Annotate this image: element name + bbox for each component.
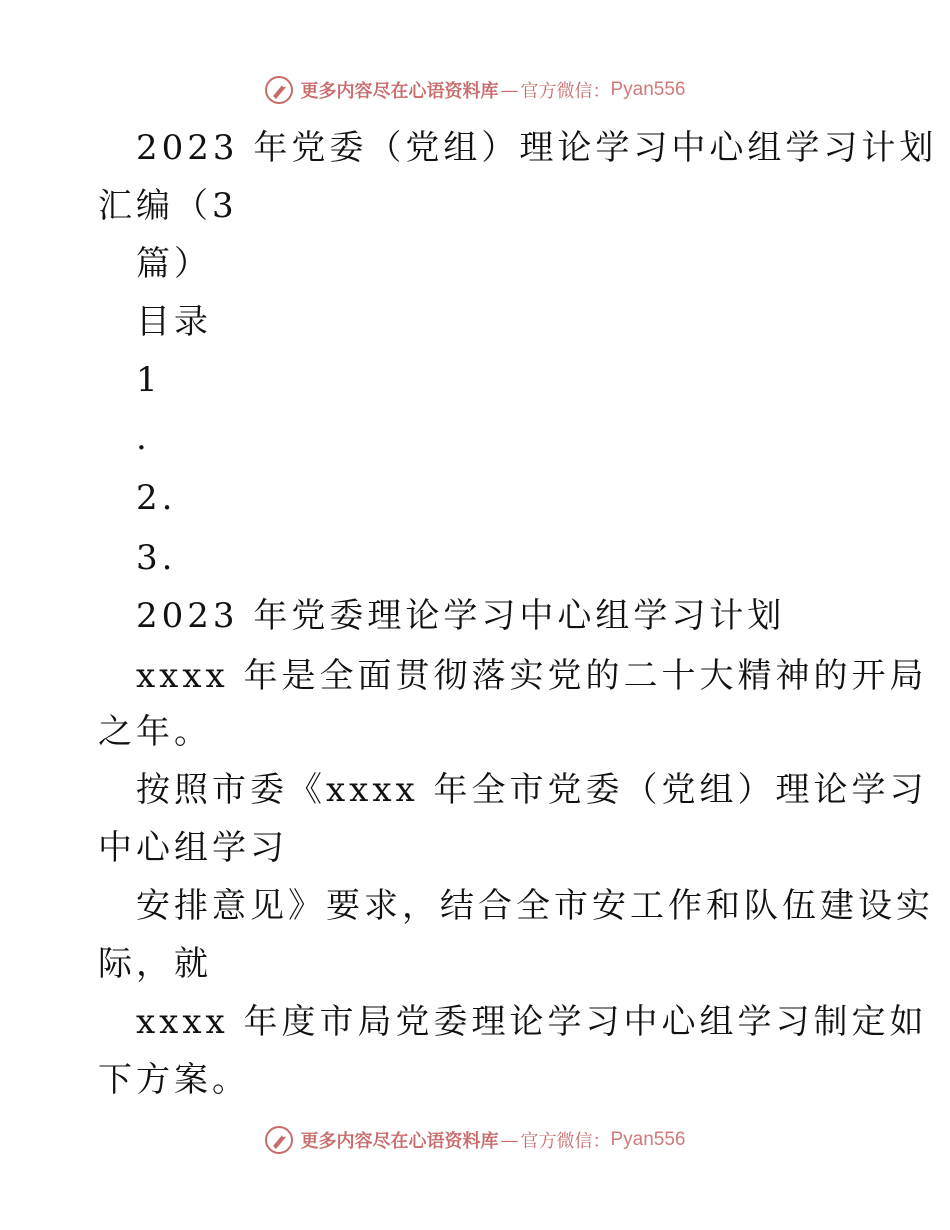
toc-heading: 目录: [136, 302, 212, 342]
title-line-3: 篇）: [136, 244, 212, 284]
watermark-wechat-id: Pyan556: [610, 79, 686, 100]
watermark-sub-text: 官方微信：: [520, 1131, 611, 1152]
watermark-wechat-id: Pyan556: [610, 1129, 686, 1150]
pen-logo-icon: [264, 75, 294, 105]
paragraph-3-line-2: 际，就: [98, 944, 212, 984]
footer-watermark: [0, 1120, 950, 1160]
title-line-1: 2023 年党委（党组）理论学习中心组学习计划: [136, 128, 938, 168]
toc-item-3: 3.: [136, 538, 177, 578]
paragraph-4-line-2: 下方案。: [98, 1060, 250, 1100]
toc-item-1: 1: [136, 360, 162, 400]
watermark-main-text: 更多内容尽在心语资料库: [300, 1131, 499, 1152]
paragraph-1-line-2: 之年。: [98, 712, 212, 752]
watermark-sub-text: 官方微信：: [520, 81, 611, 102]
paragraph-2-line-2: 中心组学习: [98, 828, 288, 868]
watermark-dash: —: [500, 79, 519, 101]
pen-logo-icon: [264, 1125, 294, 1155]
toc-item-2: 2.: [136, 478, 177, 518]
header-watermark: [0, 70, 950, 110]
paragraph-2-line-1: 按照市委《xxxx 年全市党委（党组）理论学习: [136, 770, 928, 810]
title-line-2: 汇编（3: [98, 186, 238, 226]
toc-item-dot: .: [136, 418, 151, 458]
paragraph-3-line-1: 安排意见》要求，结合全市安工作和队伍建设实: [136, 886, 934, 926]
watermark-main-text: 更多内容尽在心语资料库: [300, 81, 499, 102]
paragraph-4-line-1: xxxx 年度市局党委理论学习中心组学习制定如: [136, 1002, 928, 1042]
watermark-dash: —: [500, 1129, 519, 1151]
paragraph-1-line-1: xxxx 年是全面贯彻落实党的二十大精神的开局: [136, 656, 928, 696]
section-title: 2023 年党委理论学习中心组学习计划: [136, 596, 786, 636]
